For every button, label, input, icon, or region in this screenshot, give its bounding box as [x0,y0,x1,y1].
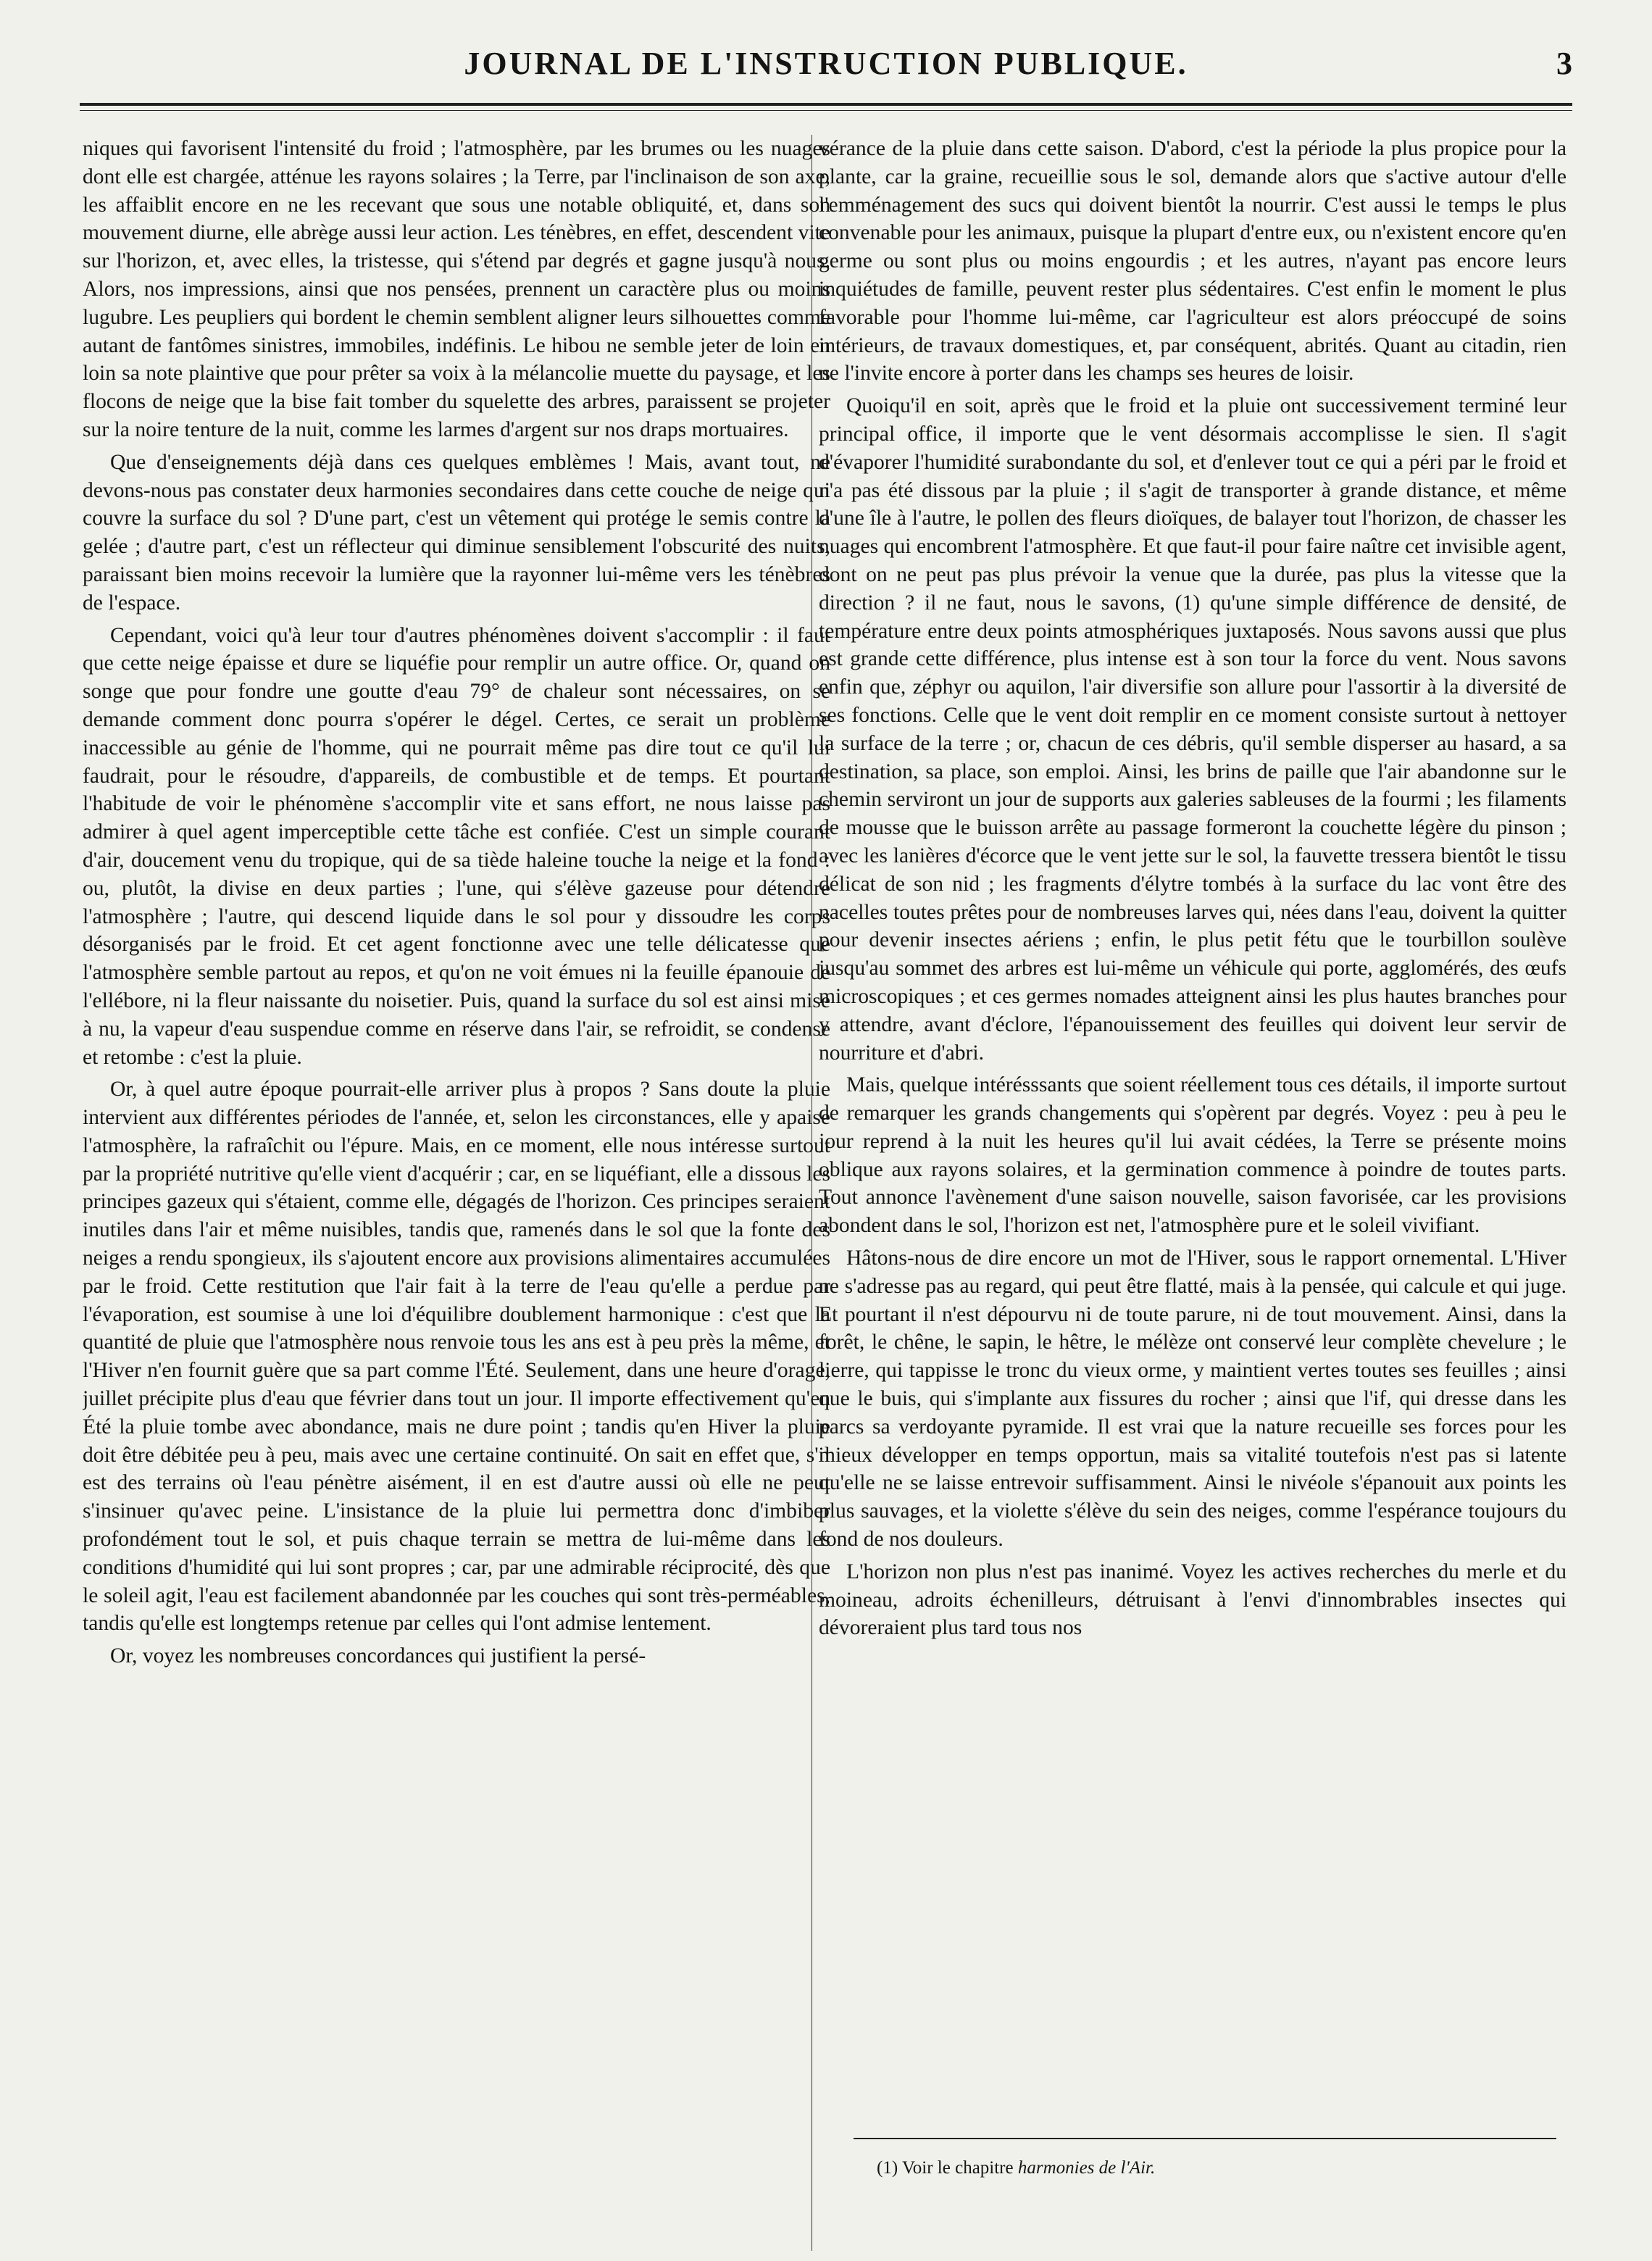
journal-title: JOURNAL DE L'INSTRUCTION PUBLIQUE. [464,46,1188,81]
paragraph: vérance de la pluie dans cette saison. D'abord, c'est la période la plus propice pour la plante, car la graine, recueillie sous le sol, demande alors que s'active autour d'elle l'emménagement des sucs qui doivent bientôt la nourrir. C'est aussi le temps le plus convenable pour les animaux, puisque la plupart d'entre eux, ou n'existent encore qu'en germe ou sont plus ou moins engourdis ; et les autres, n'ayant pas encore leurs inquiétudes de famille, peuvent rester plus sédentaires. C'est enfin le moment le plus favorable pour l'homme lui-même, car l'agriculteur est alors préoccupé de soins intérieurs, de travaux domestiques, et, par conséquent, abrités. Quant au citadin, rien ne l'invite encore à porter dans les champs ses heures de loisir. [819,137,1567,386]
paragraph: Or, voyez les nombreuses concordances qui justifient la persé- [110,1644,646,1668]
header-rule-thick [80,103,1572,106]
right-column [819,135,1567,2222]
page-number: 3 [1556,46,1572,81]
masthead [80,45,1572,96]
footnote-reference: harmonies de l'Air. [1017,2158,1156,2178]
footnote [877,2157,1558,2180]
paragraph: L'horizon non plus n'est pas inanimé. Voyez les actives recherches du merle et du moineau, adroits échenilleurs, détruisant à l'envi d'innombrables insectes qui dévoreraient plus tard tous nos [819,1560,1567,1640]
paragraph: Mais, quelque intérésssants que soient réellement tous ces détails, il importe surtout de remarquer les grands changements qui s'opèrent par degrés. Voyez : peu à peu le jour reprend à la nuit les heures qu'il lui avait cédées, la Terre se présente moins oblique aux rayons solaires, et la germination commence à poindre de toutes parts. Tout annonce l'avènement d'une saison nouvelle, saison favorisée, car les provisions abondent dans le sol, l'horizon est net, l'atmosphère pure et le soleil vivifiant. [819,1073,1567,1238]
header-rule-thin [80,110,1572,111]
paragraph: Quoiqu'il en soit, après que le froid et la pluie ont successivement terminé leur principal office, il importe que le vent désormais accomplisse le sien. Il s'agit d'évaporer l'humidité surabondante du sol, et d'enlever tout ce qui a péri par le froid et n'a pas été dissous par la pluie ; il s'agit de transporter à grande distance, et même d'une île à l'autre, le pollen des fleurs dioïques, de balayer tout l'horizon, de chasser les nuages qui encombrent l'atmosphère. Et que faut-il pour faire naître cet invisible agent, dont on ne peut pas plus prévoir la venue que la durée, pas plus la vitesse que la direction ? il ne faut, nous le savons, (1) qu'une simple différence de densité, de température entre deux points atmosphériques juxtaposés. Nous savons aussi que plus est grande cette différence, plus intense est à son tour la force du vent. Nous savons enfin que, zéphyr ou aquilon, l'air diversifie son allure pour l'assortir à la diversité de ses fonctions. Celle que le vent doit remplir en ce moment consiste surtout à nettoyer la surface de la terre ; or, chacun de ces débris, qu'il semble disperser au hasard, a sa destination, sa place, son emploi. Ainsi, les brins de paille que l'air abandonne sur le chemin serviront un jour de supports aux galeries sableuses de la fourmi ; les filaments de mousse que le buisson arrête au passage formeront la couchette légère du pinson ; avec les lanières d'écorce que le vent jette sur le sol, la fauvette tressera bientôt le tissu délicat de son nid ; les fragments d'élytre tombés à la surface du lac vont être des nacelles toutes prêtes pour de nombreuses larves qui, nées dans l'eau, doivent la quitter pour devenir insectes aériens ; enfin, le plus petit fétu que le tourbillon soulève jusqu'au sommet des arbres est lui-même un véhicule qui porte, agglomérés, des œufs microscopiques ; et ces germes nomades atteignent ainsi les plus hautes branches pour y attendre, avant d'éclore, l'épanouissement des feuilles qui doivent leur servir de nourriture et d'abri. [819,394,1567,1065]
paragraph: Hâtons-nous de dire encore un mot de l'Hiver, sous le rapport ornemental. L'Hiver ne s'adresse pas au regard, qui peut être flatté, mais à la pensée, qui calcule et qui juge. Et pourtant il n'est dépourvu ni de toute parure, ni de tout mouvement. Ainsi, dans la forêt, le chêne, le sapin, le hêtre, le mélèze ont conservé leur complète chevelure ; le lierre, qui tappisse le tronc du vieux orme, y maintient vertes toutes ses feuilles ; ainsi que le buis, qui s'implante aux fissures du rocher ; ainsi que l'if, qui dresse dans les parcs sa verdoyante pyramide. Il est vrai que la nature recueille ses forces pour les mieux développer en temps opportun, mais sa vitalité toutefois n'est pas si latente qu'elle ne se laisse entrevoir suffisamment. Ainsi le nivéole s'épanouit aux points les plus sauvages, et la violette s'élève du sein des neiges, comme l'espérance toujours du fond de nos douleurs. [819,1246,1567,1552]
paragraph: niques qui favorisent l'intensité du froid ; l'atmosphère, par les brumes ou les nuages dont elle est chargée, atténue les rayons solaires ; la Terre, par l'inclinaison de son axe, les affaiblit encore en ne les recevant que sous une notable obliquité, et, dans son mouvement diurne, elle abrège aussi leur action. Les ténèbres, en effet, descendent vite sur l'horizon, et, avec elles, la tristesse, qui s'étend par degrés et gagne jusqu'à nous. Alors, nos impressions, ainsi que nos pensées, prennent un caractère plus ou moins lugubre. Les peupliers qui bordent le chemin semblent aligner leurs silhouettes comme autant de fantômes sinistres, immobiles, indéfinis. Le hibou ne semble jeter de loin en loin sa note plaintive que pour prêter sa voix à la mélancolie muette du paysage, et les flocons de neige que la bise fait tomber du squelette des arbres, paraissent se projeter sur la noire tenture de la nuit, comme les larmes d'argent sur nos draps mortuaires. [83,137,830,441]
footnote-text: (1) Voir le chapitre [877,2158,1014,2178]
left-column [83,135,830,2222]
paragraph: Cependant, voici qu'à leur tour d'autres phénomènes doivent s'accomplir : il faut que cette neige épaisse et dure se liquéfie pour remplir un autre office. Or, quand on songe que pour fondre une goutte d'eau 79° de chaleur sont nécessaires, on se demande comment donc pourra s'opérer le dégel. Certes, ce serait un problème inaccessible au génie de l'homme, qui ne pourrait même pas dire tout ce qu'il lui faudrait, pour le résoudre, d'appareils, de combustible et de temps. Et pourtant l'habitude de voir le phénomène s'accomplir vite et sans effort, ne nous laisse pas admirer à quel agent imperceptible cette tâche est confiée. C'est un simple courant d'air, doucement venu du tropique, qui de sa tiède haleine touche la neige et la fond : ou, plutôt, la divise en deux parties ; l'une, qui s'élève gazeuse pour détendre l'atmosphère ; l'autre, qui descend liquide dans le sol pour y dissoudre les corps désorganisés par le froid. Et cet agent fonctionne avec une telle délicatesse que l'atmosphère semble partout au repos, et qu'on ne voit émues ni la feuille épanouie de l'ellébore, ni la fleur naissante du noisetier. Puis, quand la surface du sol est ainsi mise à nu, la vapeur d'eau suspendue comme en réserve dans l'air, se refroidit, se condense et retombe : c'est la pluie. [83,623,830,1069]
paragraph: Que d'enseignements déjà dans ces quelques emblèmes ! Mais, avant tout, ne devons-nous pas constater deux harmonies secondaires dans cette couche de neige qui couvre la surface du sol ? D'une part, c'est un vêtement qui protége le semis contre la gelée ; d'autre part, c'est un réflecteur qui diminue sensiblement l'obscurité des nuits, paraissant bien moins recevoir la lumière que la rayonner lui-même vers les ténèbres de l'espace. [83,450,830,615]
paragraph: Or, à quel autre époque pourrait-elle arriver plus à propos ? Sans doute la pluie intervient aux différentes périodes de l'année, et, selon les circonstances, elle y apaise l'atmosphère, la rafraîchit ou l'épure. Mais, en ce moment, elle nous intéresse surtout par la propriété nutritive qu'elle vient d'acquérir ; car, en se liquéfiant, elle a dissous les principes gazeux qui s'étaient, comme elle, dégagés de l'horizon. Ces principes seraient inutiles dans l'air et même nuisibles, tandis que, ramenés dans le sol que la fonte des neiges a rendu spongieux, ils s'ajoutent encore aux provisions alimentaires accumulées par le froid. Cette restitution que l'air fait à la terre de l'eau qu'elle a perdue par l'évaporation, est soumise à une loi d'équilibre doublement harmonique : c'est que la quantité de pluie que l'atmosphère nous renvoie tous les ans est à peu près la même, et l'Hiver n'en fournit guère que sa part comme l'Été. Seulement, dans une heure d'orage, juillet précipite plus d'eau que février dans tout un jour. Il importe effectivement qu'en Été la pluie tombe avec abondance, mais ne dure point ; tandis qu'en Hiver la pluie doit être débitée peu à peu, mais avec une certaine continuité. On sait en effet que, s'il est des terrains où l'eau pénètre aisément, il en est d'autre aussi où elle ne peut s'insinuer qu'avec peine. L'insistance de la pluie lui permettra donc d'imbiber profondément tout le sol, et puis chaque terrain se mettra de lui-même dans les conditions d'humidité qui lui sont propres ; car, par une admirable réciprocité, dès que le soleil agit, l'eau est facilement abandonnée par les couches qui sont très-perméables, tandis qu'elle est longtemps retenue par celles qui l'ont admise lentement. [83,1078,830,1636]
footnote-rule [854,2138,1556,2139]
